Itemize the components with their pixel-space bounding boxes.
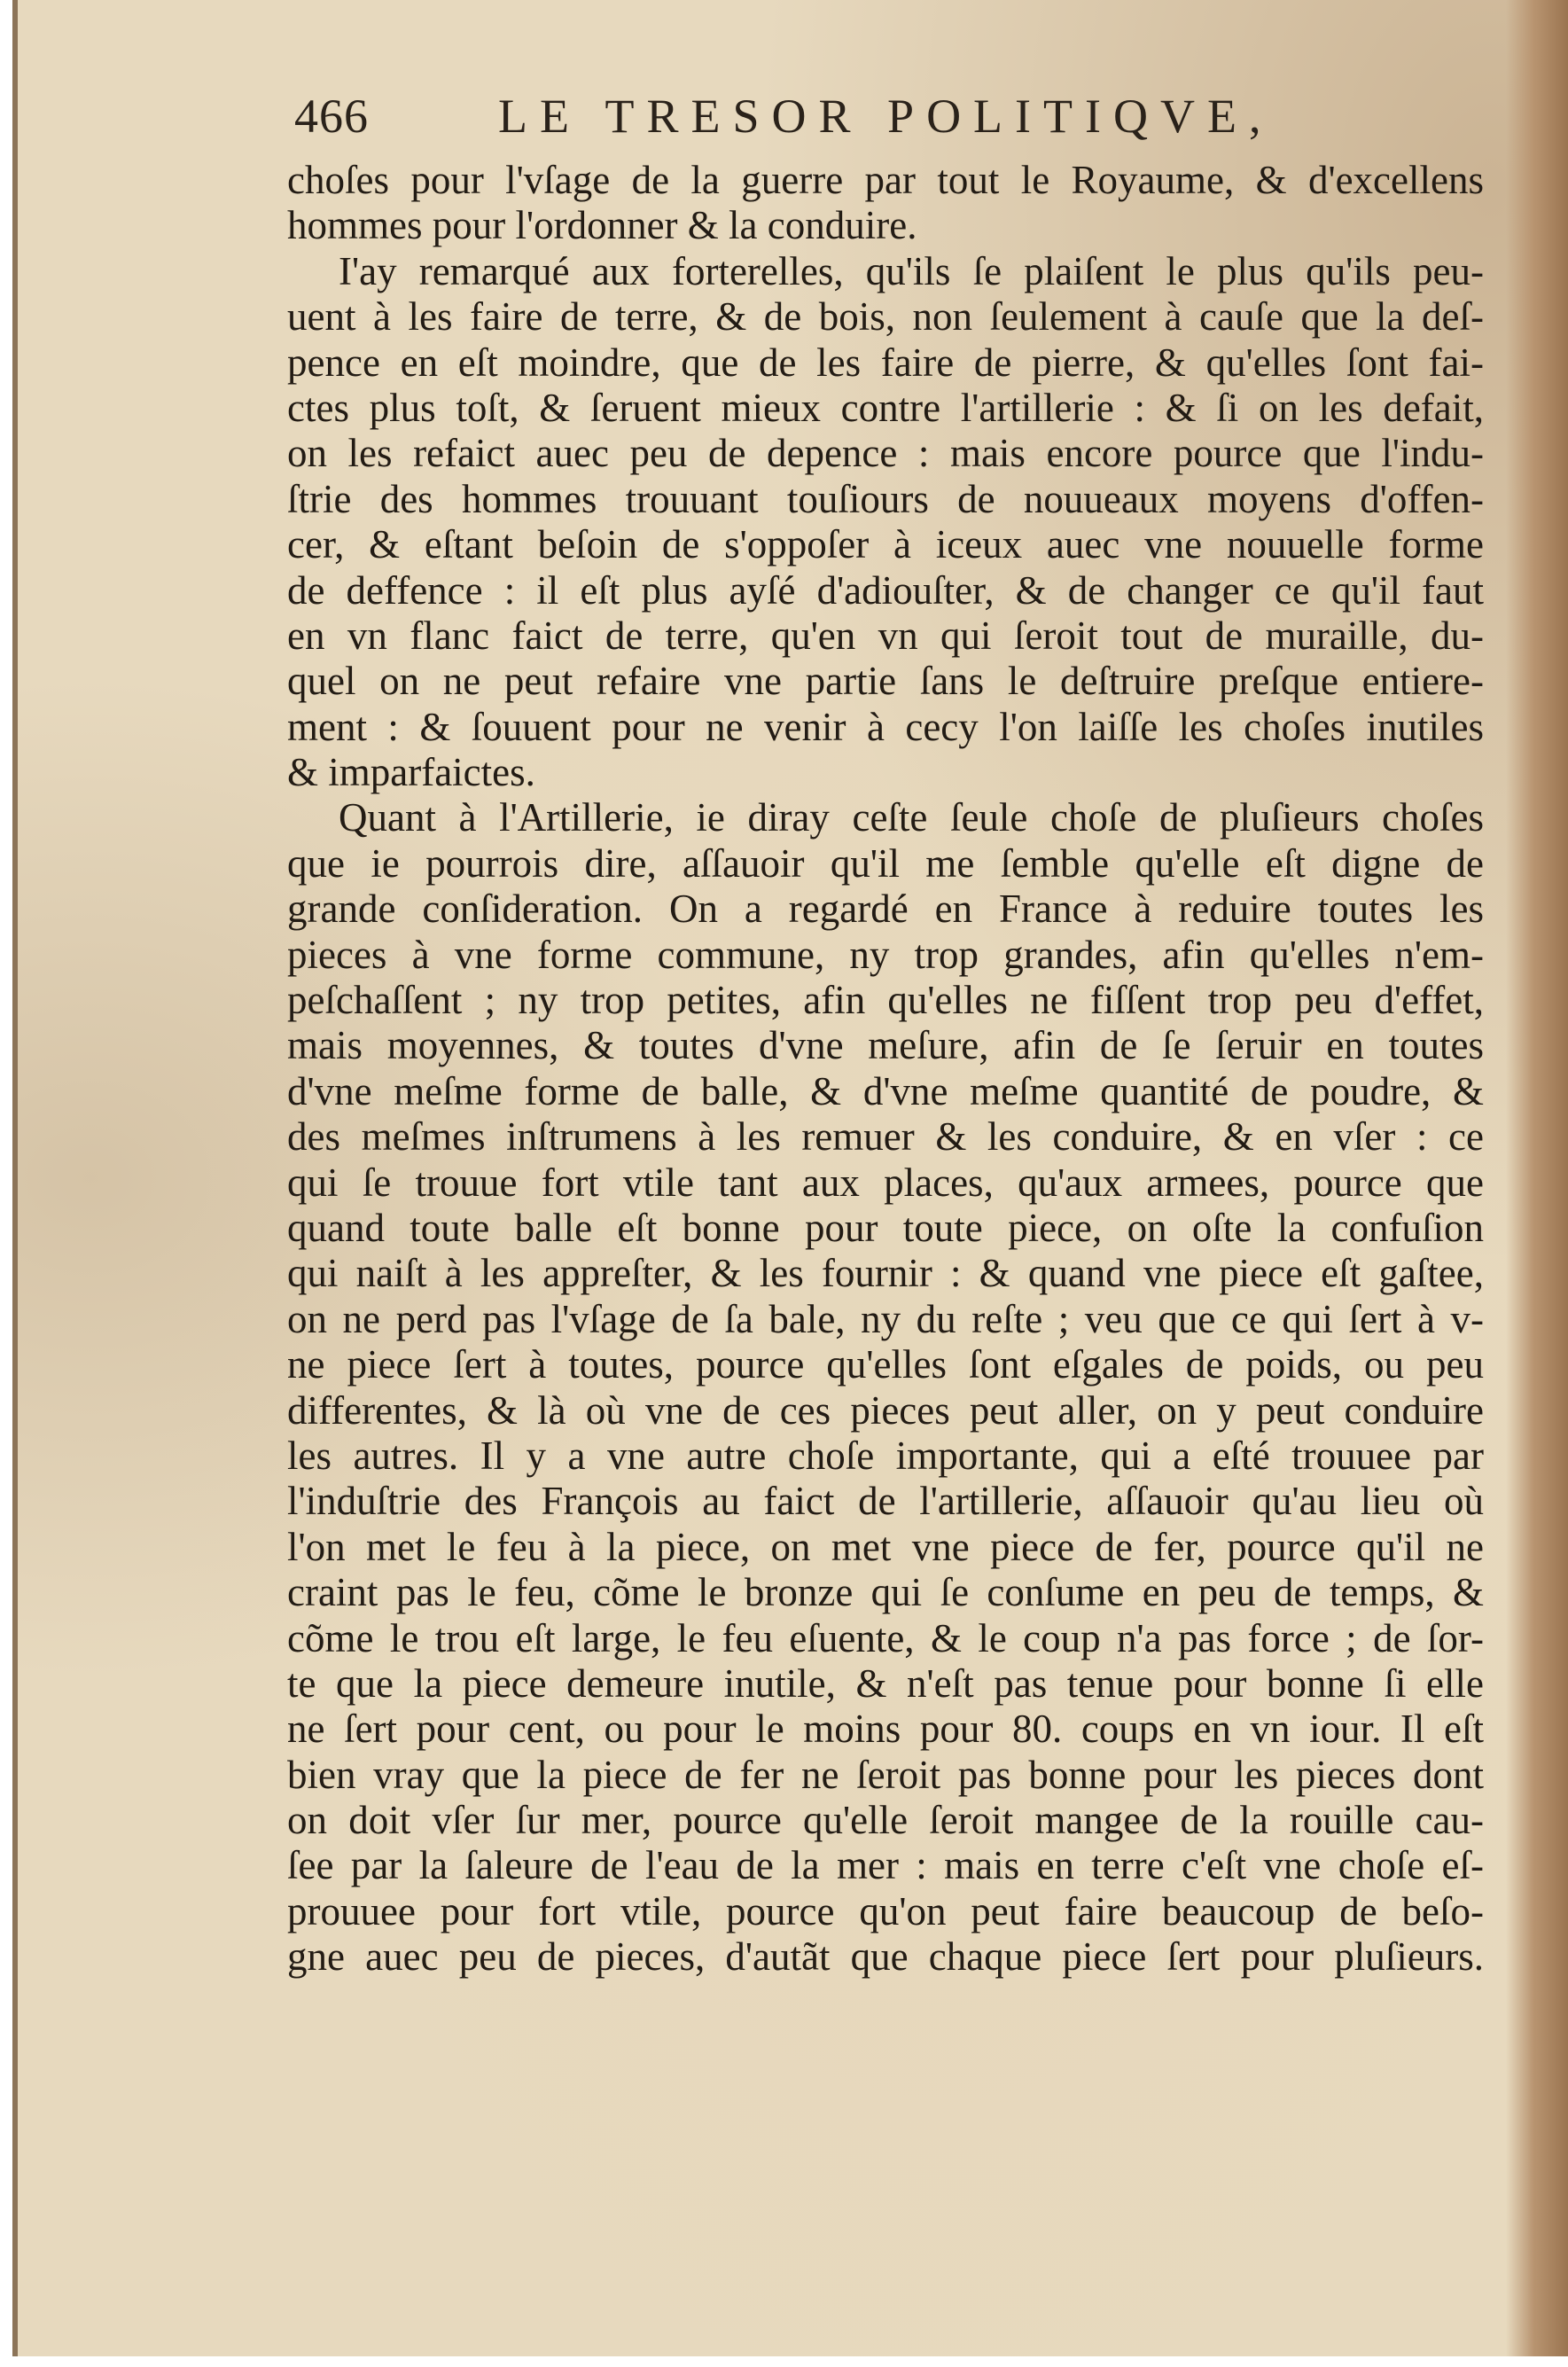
page-header [294,89,1509,151]
text-line: hommes pour l'ordonner & la conduire. [287,203,917,248]
text-line: on doit vſer ſur mer, pource qu'elle ſeroit mangee de la rouille cau- [287,1798,1484,1843]
text-line: differentes, & là où vne de ces pieces peut aller, on y peut conduire [287,1387,1484,1433]
body-text [287,158,1484,1980]
text-line: l'on met le feu à la piece, on met vne piece de fer, pource qu'il ne [287,1524,1484,1569]
text-line: qui naiſt à les appreſter, & les fournir : & quand vne piece eſt gaſtee, [287,1251,1484,1296]
text-line: que ie pourrois dire, aſſauoir qu'il me ſemble qu'elle eſt digne de [287,840,1484,886]
page-number: 466 [294,90,369,143]
text-line: & imparfaictes. [287,750,535,795]
text-line: de deffence : il eſt plus ayſé d'adiouſter, & de changer ce qu'il faut [287,567,1484,613]
text-line: Quant à l'Artillerie, ie diray ceſte ſeule choſe de pluſieurs choſes [339,795,1484,840]
text-line: l'induſtrie des François au faict de l'artillerie, aſſauoir qu'au lieu où [287,1479,1484,1524]
text-line: prouuee pour fort vtile, pource qu'on peut faire beaucoup de beſo- [287,1888,1484,1933]
text-line: cer, & eſtant beſoin de s'oppoſer à iceux auec vne nouuelle forme [287,522,1484,567]
text-line: ctes plus toſt, & ſeruent mieux contre l'artillerie : & ſi on les defait, [287,385,1484,430]
book-page [12,0,1568,2356]
running-title: LE TRESOR POLITIQVE, [498,90,1274,143]
page-edge-left [12,0,18,2356]
text-line: te que la piece demeure inutile, & n'eſt pas tenue pour bonne ſi elle [287,1660,1484,1706]
text-line: ſtrie des hommes trouuant touſiours de nouueaux moyens d'offen- [287,476,1484,521]
text-line: on ne perd pas l'vſage de ſa bale, ny du reſte ; veu que ce qui ſert à v- [287,1296,1484,1341]
text-line: d'vne meſme forme de balle, & d'vne meſme quantité de poudre, & [287,1068,1484,1113]
text-line: ne piece ſert à toutes, pource qu'elles ſont eſgales de poids, ou peu [287,1342,1484,1387]
text-line: pence en eſt moindre, que de les faire de pierre, & qu'elles ſont fai- [287,340,1484,385]
text-line: grande conſideration. On a regardé en France à reduire toutes les [287,887,1484,932]
text-line: pieces à vne forme commune, ny trop grandes, afin qu'elles n'em- [287,932,1484,977]
text-line: quand toute balle eſt bonne pour toute piece, on oſte la confuſion [287,1205,1484,1250]
text-line: bien vray que la piece de fer ne ſeroit pas bonne pour les pieces dont [287,1752,1484,1797]
text-line: I'ay remarqué aux forterelles, qu'ils ſe plaiſent le plus qu'ils peu- [339,248,1484,293]
text-line: en vn flanc faict de terre, qu'en vn qui ſeroit tout de muraille, du- [287,613,1484,658]
text-line: gne auec peu de pieces, d'autãt que chaque piece ſert pour pluſieurs. [287,1934,1484,1980]
text-line: des meſmes inſtrumens à les remuer & les conduire, & en vſer : ce [287,1114,1484,1160]
text-line: les autres. Il y a vne autre choſe importante, qui a eſté trouuee par [287,1433,1484,1478]
page-edge-right [1506,0,1568,2356]
text-line: craint pas le feu, cõme le bronze qui ſe conſume en peu de temps, & [287,1570,1484,1615]
text-line: ſee par la ſaleure de l'eau de la mer : mais en terre c'eſt vne choſe eſ- [287,1843,1484,1888]
text-line: on les refaict auec peu de depence : mais encore pource que l'indu- [287,431,1484,476]
text-line: peſchaſſent ; ny trop petites, afin qu'elles ne fiſſent trop peu d'effet, [287,978,1484,1023]
text-line: ne ſert pour cent, ou pour le moins pour 80. coups en vn iour. Il eſt [287,1707,1484,1752]
text-line: quel on ne peut refaire vne partie ſans le deſtruire preſque entiere- [287,659,1484,704]
text-line: uent à les faire de terre, & de bois, non ſeulement à cauſe que la deſ- [287,294,1484,340]
text-line: mais moyennes, & toutes d'vne meſure, afin de ſe ſeruir en toutes [287,1023,1484,1068]
text-line: qui ſe trouue fort vtile tant aux places, qu'aux armees, pource que [287,1160,1484,1205]
text-line: ment : & ſouuent pour ne venir à cecy l'on laiſſe les choſes inutiles [287,704,1484,749]
text-line: cõme le trou eſt large, le feu eſuente, & le coup n'a pas force ; de ſor- [287,1615,1484,1660]
text-line: choſes pour l'vſage de la guerre par tout le Royaume, & d'excellens [287,158,1484,202]
